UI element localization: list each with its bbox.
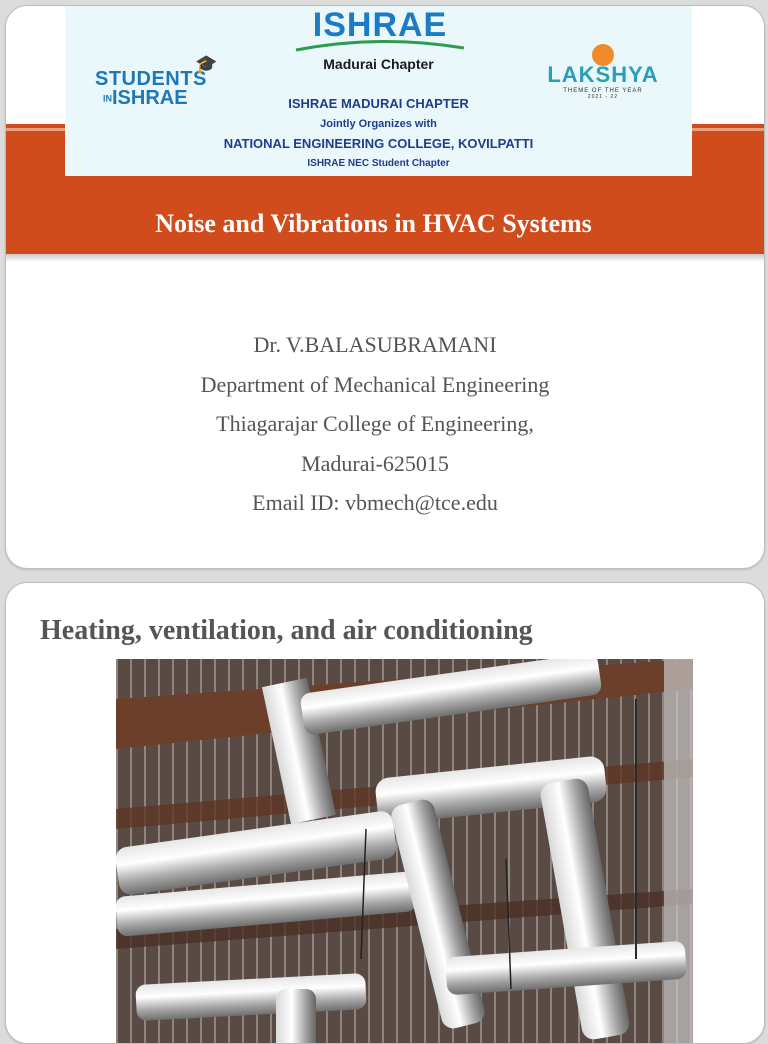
event-banner [65, 6, 692, 176]
hvac-ductwork-photo [116, 659, 693, 1044]
author-department: Department of Mechanical Engineering [200, 371, 550, 397]
ishrae-logo: ISHRAE [312, 6, 448, 44]
title-slide [5, 5, 765, 569]
author-city: Madurai-625015 [301, 450, 449, 476]
ductwork-illustration [116, 659, 693, 1044]
college-name: NATIONAL ENGINEERING COLLEGE, KOVILPATTI [223, 136, 534, 151]
chapter-label: Madurai Chapter [323, 56, 434, 72]
lakshya-years: 2021 - 22 [587, 94, 619, 100]
students-logo-line1: STUDENTS [95, 68, 207, 90]
organizer-chapter: ISHRAE MADURAI CHAPTER [288, 96, 469, 111]
slide-title: Heating, ventilation, and air conditioning [40, 615, 533, 646]
student-chapter: ISHRAE NEC Student Chapter [307, 158, 450, 169]
author-college: Thiagarajar College of Engineering, [216, 411, 534, 436]
author-name: Dr. V.BALASUBRAMANI [253, 332, 497, 357]
students-logo-ishrae: ISHRAE [112, 87, 188, 109]
lakshya-wordmark: LAKSHYA [547, 62, 659, 87]
author-email: Email ID: vbmech@tce.edu [252, 490, 498, 515]
graduation-cap-icon: 🎓 [195, 54, 218, 74]
students-logo-in: IN [103, 93, 112, 104]
author-block [6, 325, 744, 523]
jointly-organizes: Jointly Organizes with [320, 118, 437, 130]
hvac-slide [5, 582, 765, 1044]
lakshya-subtitle: THEME OF THE YEAR [563, 88, 643, 94]
ishrae-swoosh-icon [294, 38, 466, 52]
lakshya-logo [533, 44, 673, 100]
band-shadow [6, 254, 764, 262]
slide-title: Noise and Vibrations in HVAC Systems [155, 209, 592, 238]
